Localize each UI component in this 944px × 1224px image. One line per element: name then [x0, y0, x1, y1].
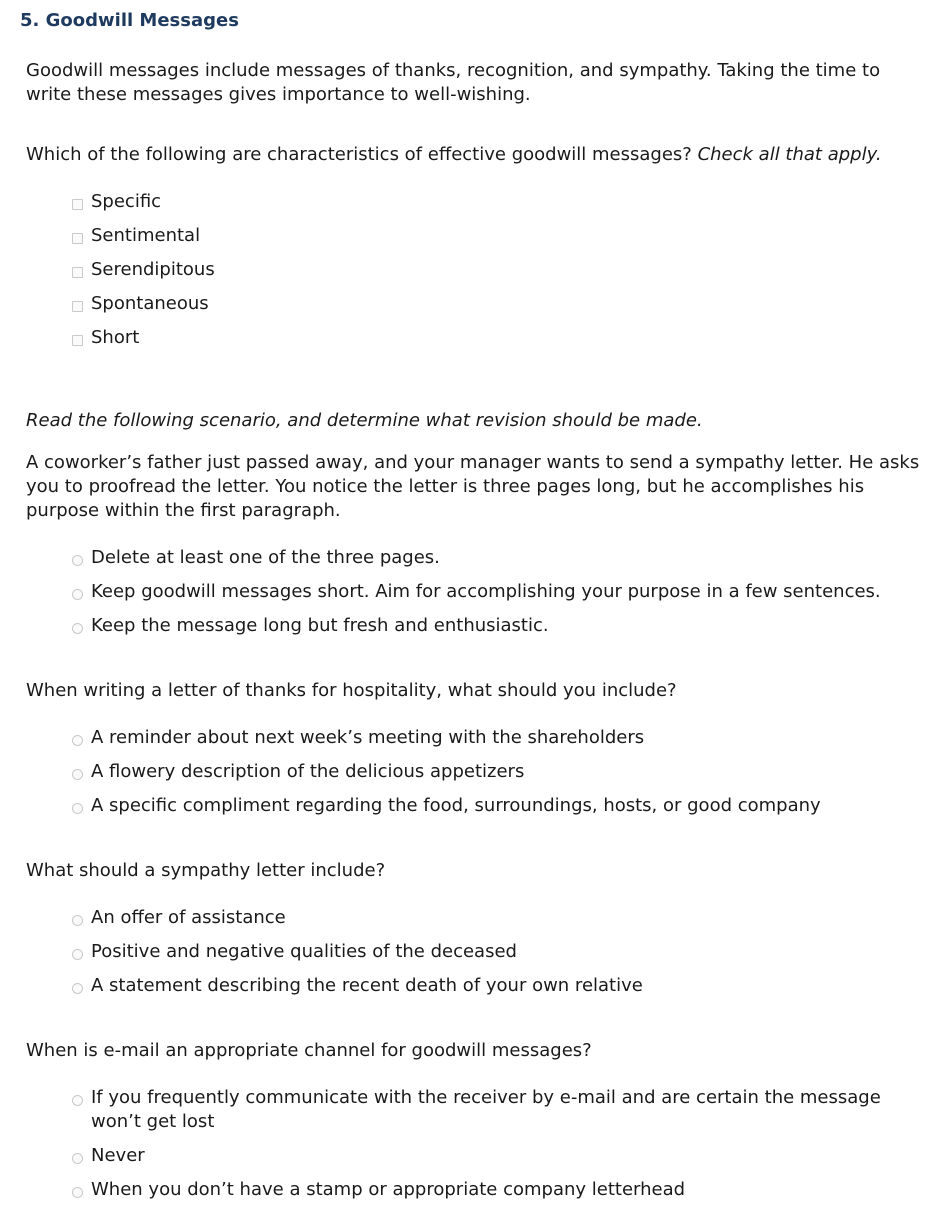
radio-button[interactable] [72, 915, 83, 926]
radio-button[interactable] [72, 1095, 83, 1106]
q5-option-2[interactable] [72, 1144, 912, 1168]
option-label: Short [91, 327, 140, 348]
option-label: If you frequently communicate with the receiver by e-mail and are certain the message won’t get lost [91, 1087, 881, 1132]
option-label: An offer of assistance [91, 907, 286, 928]
q1-option-serendipitous[interactable] [72, 258, 912, 282]
radio-button[interactable] [72, 983, 83, 994]
radio-button[interactable] [72, 1187, 83, 1198]
radio-button[interactable] [72, 735, 83, 746]
option-label: A statement describing the recent death of your own relative [91, 975, 643, 996]
intro-text: Goodwill messages include messages of thanks, recognition, and sympathy. Taking the time to write these messages gives importance to well-wishing. [26, 60, 881, 105]
q3-option-1[interactable] [72, 726, 912, 750]
option-label: When you don’t have a stamp or appropriate company letterhead [91, 1179, 686, 1200]
page-title: 5. Goodwill Messages [20, 10, 239, 31]
option-label: Serendipitous [91, 259, 215, 280]
radio-button[interactable] [72, 623, 83, 634]
radio-button[interactable] [72, 769, 83, 780]
option-label: Delete at least one of the three pages. [91, 547, 440, 568]
q4-option-3[interactable] [72, 974, 912, 998]
option-label: Sentimental [91, 225, 201, 246]
q1-option-sentimental[interactable] [72, 224, 912, 248]
q4-option-1[interactable] [72, 906, 912, 930]
q2-option-2[interactable] [72, 580, 912, 604]
radio-button[interactable] [72, 949, 83, 960]
option-label: Never [91, 1145, 145, 1166]
question-1-text: Which of the following are characteristics of effective goodwill messages? [26, 144, 692, 165]
option-label: A flowery description of the delicious appetizers [91, 761, 525, 782]
option-label: Keep the message long but fresh and enthusiastic. [91, 615, 549, 636]
radio-button[interactable] [72, 589, 83, 600]
q3-option-2[interactable] [72, 760, 912, 784]
option-label: A specific compliment regarding the food, surroundings, hosts, or good company [91, 795, 821, 816]
radio-button[interactable] [72, 803, 83, 814]
q2-option-3[interactable] [72, 614, 912, 638]
q3-option-3[interactable] [72, 794, 912, 818]
question-2-prompt: A coworker’s father just passed away, and your manager wants to send a sympathy letter. He asks you to proofread the letter. You notice the letter is three pages long, but he accomplishes his purpose within the first paragraph. [26, 452, 920, 521]
checkbox[interactable] [72, 233, 83, 244]
checkbox[interactable] [72, 301, 83, 312]
option-label: Keep goodwill messages short. Aim for accomplishing your purpose in a few sentences. [91, 581, 881, 602]
q2-option-1[interactable] [72, 546, 912, 570]
option-label: Spontaneous [91, 293, 209, 314]
scenario-instruction: Read the following scenario, and determine what revision should be made. [26, 410, 703, 431]
option-label: Positive and negative qualities of the deceased [91, 941, 517, 962]
question-5-prompt: When is e-mail an appropriate channel for goodwill messages? [26, 1040, 592, 1061]
question-1-prompt [26, 143, 926, 167]
q1-option-spontaneous[interactable] [72, 292, 912, 316]
question-4-prompt: What should a sympathy letter include? [26, 860, 386, 881]
option-label: A reminder about next week’s meeting with the shareholders [91, 727, 645, 748]
q4-option-2[interactable] [72, 940, 912, 964]
radio-button[interactable] [72, 1153, 83, 1164]
q1-option-short[interactable] [72, 326, 912, 350]
option-label: Specific [91, 191, 162, 212]
question-1-instruction: Check all that apply. [697, 144, 882, 165]
q1-option-specific[interactable] [72, 190, 912, 214]
q5-option-1[interactable] [72, 1086, 912, 1134]
radio-button[interactable] [72, 555, 83, 566]
checkbox[interactable] [72, 199, 83, 210]
q5-option-3[interactable] [72, 1178, 912, 1202]
checkbox[interactable] [72, 335, 83, 346]
checkbox[interactable] [72, 267, 83, 278]
question-3-prompt: When writing a letter of thanks for hospitality, what should you include? [26, 680, 677, 701]
